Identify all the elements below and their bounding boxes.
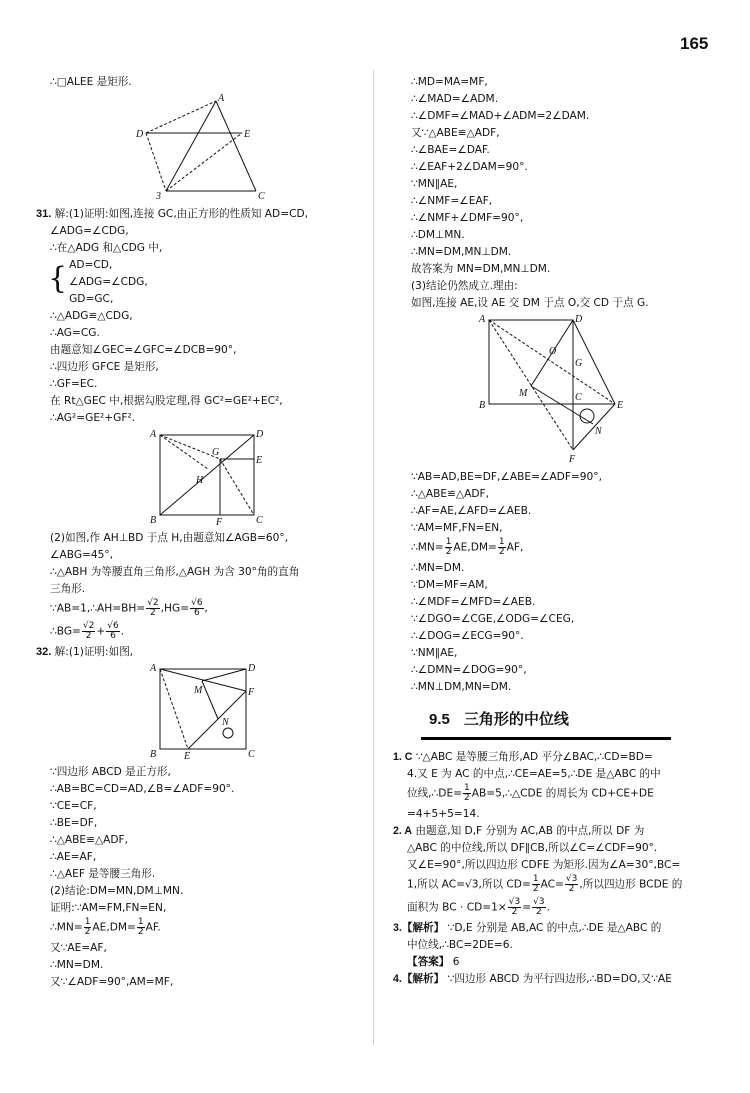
text-line: ∵MN∥AE, — [411, 178, 458, 190]
fig-label: D — [136, 129, 144, 140]
numerator: √3 — [533, 897, 545, 907]
text-line: ∴MN=DM. — [50, 959, 104, 971]
text-line: ∴∠MDF=∠MFD=∠AEB. — [411, 596, 536, 608]
text-line: ∴△ABH 为等腰直角三角形,△AGH 为含 30°角的直角 — [50, 566, 300, 578]
fig-label: B — [150, 749, 157, 759]
text-line: 4.又 E 为 AC 的中点,∴CE=AE=5,∴DE 是△ABC 的中 — [407, 768, 661, 780]
text-line-fraction — [393, 538, 723, 557]
text-span: 解:(1)证明:如图, — [54, 646, 134, 658]
text-line-fraction — [393, 898, 723, 917]
text-span: AE,DM= — [92, 921, 136, 934]
fig-label: F — [216, 517, 223, 525]
denominator: 2 — [85, 631, 92, 641]
answer-4 — [393, 972, 723, 986]
text-line: ∵四边形 ABCD 是正方形, — [50, 766, 171, 778]
fraction — [82, 622, 95, 641]
numerator: √2 — [82, 621, 95, 631]
text-line: 又∵AE=AF, — [50, 942, 107, 954]
denominator: 2 — [445, 547, 452, 557]
answer-1 — [393, 750, 723, 764]
question-number: 32. — [36, 646, 52, 658]
text-line: ∴AG=CG. — [50, 327, 100, 339]
answer-label: 1. C — [393, 751, 413, 763]
denominator: 2 — [511, 907, 518, 917]
fraction — [190, 599, 203, 618]
text-span: AC= — [540, 878, 564, 891]
text-line: ∴AB=BC=CD=AD,∠B=∠ADF=90°. — [50, 783, 235, 795]
question-32-line — [36, 645, 358, 659]
right-column — [393, 75, 723, 989]
text-line: ∴∠DMN=∠DOG=90°, — [411, 664, 527, 676]
text-line: ∠ADG=∠CDG, — [69, 276, 148, 288]
fraction — [532, 898, 545, 917]
text-line: (3)结论仍然成立.理由: — [411, 280, 518, 292]
fraction — [137, 918, 145, 937]
fig-label: B — [150, 515, 157, 525]
text-line: ∴DM⊥MN. — [411, 229, 465, 241]
text-span: ∴MN= — [411, 541, 444, 554]
fig-label: C — [256, 515, 263, 525]
text-line: 中位线,∴BC=2DE=6. — [407, 939, 513, 951]
question-31-line — [36, 207, 358, 221]
text-span: ∴BG= — [50, 625, 81, 638]
numerator: √3 — [508, 897, 521, 907]
fig-label: F — [248, 687, 255, 698]
numerator: √3 — [565, 874, 578, 884]
fraction — [106, 622, 119, 641]
fraction — [84, 918, 92, 937]
denominator: 2 — [498, 547, 505, 557]
figure-square-extended — [475, 314, 635, 464]
fraction — [532, 875, 540, 894]
answer-label: 4.【解析】 — [393, 973, 445, 985]
answer-3-result — [393, 955, 723, 969]
text-line: ∴MN=DM. — [411, 562, 465, 574]
fraction — [445, 538, 453, 557]
answer-label: 【答案】 — [407, 956, 450, 968]
text-line: ∴∠BAE=∠DAF. — [411, 144, 490, 156]
fraction — [146, 599, 159, 618]
fraction — [498, 538, 506, 557]
fig-label: C — [575, 392, 582, 403]
text-line: ∴AF=AE,∠AFD=∠AEB. — [411, 505, 532, 517]
denominator: 6 — [110, 631, 116, 641]
text-line-fraction — [36, 918, 358, 937]
numerator: √6 — [107, 621, 119, 631]
text-line: ∴∠NMF=∠EAF, — [411, 195, 493, 207]
text-line: GD=GC, — [69, 293, 114, 305]
text-line: ∴△ABE≌△ADF, — [50, 834, 128, 846]
brace-symbol: { — [48, 261, 68, 296]
text-span: 面积为 BC · CD=1× — [407, 901, 507, 914]
text-line: ∴△ABE≌△ADF, — [411, 488, 489, 500]
text-line: ∴∠NMF+∠DMF=90°, — [411, 212, 524, 224]
fraction — [508, 898, 521, 917]
fig-label: G — [575, 358, 583, 369]
text-line: ∴∠DOG=∠ECG=90°. — [411, 630, 524, 642]
fig-label: N — [222, 717, 229, 728]
text-line: ∴MN⊥DM,MN=DM. — [411, 681, 512, 693]
section-title: 三角形的中位线 — [463, 711, 569, 728]
text-line: ∴AE=AF, — [50, 851, 97, 863]
denominator: 2 — [464, 793, 470, 803]
fig-label: A — [479, 314, 486, 325]
answer-value: 6 — [452, 956, 460, 968]
numerator: √2 — [147, 598, 159, 608]
text-line: ∵∠DGO=∠CGE,∠ODG=∠CEG, — [411, 613, 575, 625]
text-span: AF, — [506, 541, 524, 554]
numerator: 1 — [464, 783, 470, 793]
text-line: 又∵△ABE≌△ADF, — [411, 127, 500, 139]
text-span: 解:(1)证明:如图,连接 GC,由正方形的性质知 AD=CD, — [54, 208, 308, 220]
fig-label: C — [248, 749, 255, 759]
text-line: △ABC 的中位线,所以 DF∥CB,所以∠C=∠CDF=90°. — [407, 842, 658, 854]
text-span: AB=5,∴△CDE 的周长为 CD+CE+DE — [471, 787, 654, 800]
text-line: =4+5+5=14. — [407, 808, 480, 820]
text-line: 如图,连接 AE,设 AE 交 DM 于点 O,交 CD 于点 G. — [411, 297, 649, 309]
text-line: ∴GF=EC. — [50, 378, 98, 390]
denominator: 2 — [532, 884, 539, 894]
fig-label: E — [244, 129, 251, 140]
fig-label: H — [196, 475, 204, 486]
text-line: ∴∠EAF+2∠DAM=90°. — [411, 161, 528, 173]
fig-label: N — [595, 426, 602, 437]
text-line: (2)如图,作 AH⊥BD 于点 H,由题意知∠AGB=60°, — [50, 532, 289, 544]
text-span: ∵△ABC 是等腰三角形,AD 平分∠BAC,∴CD=BD= — [415, 751, 653, 763]
answer-label: 2. A — [393, 825, 413, 837]
question-number: 31. — [36, 208, 52, 220]
fig-label: D — [256, 429, 264, 440]
denominator: 2 — [536, 907, 542, 917]
text-span: ∵D,E 分别是 AB,AC 的中点,∴DE 是△ABC 的 — [447, 922, 662, 934]
text-line: ∴□ALEE 是矩形. — [50, 76, 132, 88]
numerator: 1 — [445, 537, 452, 547]
numerator: 1 — [498, 537, 505, 547]
text-line: ∴△AEF 是等腰三角形. — [50, 868, 156, 880]
text-line: 又∵∠ADF=90°,AM=MF, — [50, 976, 174, 988]
section-number: 9.5 — [429, 711, 450, 728]
denominator: 2 — [568, 884, 575, 894]
page-number: 165 — [680, 34, 709, 53]
left-column — [36, 75, 358, 992]
section-underline — [421, 737, 671, 740]
denominator: 6 — [193, 608, 200, 618]
denominator: 2 — [84, 927, 91, 937]
text-line: 又∠E=90°,所以四边形 CDFE 为矩形.因为∠A=30°,BC= — [407, 859, 681, 871]
fig-label: O — [549, 346, 557, 357]
text-span: 位线,∴DE= — [407, 787, 463, 800]
text-span: + — [96, 625, 106, 638]
text-line: 故答案为 MN=DM,MN⊥DM. — [411, 263, 551, 275]
numerator: 1 — [84, 917, 91, 927]
fraction — [463, 784, 471, 803]
section-heading — [393, 708, 723, 729]
text-line: 三角形. — [50, 583, 86, 595]
text-line-fraction — [393, 875, 723, 894]
fig-label: E — [256, 455, 263, 466]
text-line: ∵AM=MF,FN=EN, — [411, 522, 503, 534]
numerator: 1 — [137, 917, 144, 927]
text-line: ∵DM=MF=AM, — [411, 579, 488, 591]
text-span: ,所以四边形 BCDE 的 — [579, 878, 683, 891]
text-line-fraction — [393, 784, 723, 803]
text-line: (2)结论:DM=MN,DM⊥MN. — [50, 885, 184, 897]
figure-square-mn — [148, 663, 278, 759]
fig-label: D — [575, 314, 583, 325]
fig-label: E — [184, 751, 191, 759]
text-span: , — [204, 602, 208, 615]
fig-label: D — [248, 663, 256, 674]
text-line: ∴∠MAD=∠ADM. — [411, 93, 499, 105]
fig-label: A — [150, 663, 157, 674]
text-line: 由题意知∠GEC=∠GFC=∠DCB=90°, — [50, 344, 237, 356]
text-line: ∴四边形 GFCE 是矩形, — [50, 361, 159, 373]
text-line: ∴BE=DF, — [50, 817, 98, 829]
fig-label: A — [218, 93, 225, 104]
text-line: ∴AG²=GE²+GF². — [50, 412, 136, 424]
figure-trapezoid — [134, 93, 284, 201]
text-line-fraction — [36, 599, 358, 618]
denominator: 2 — [150, 608, 156, 618]
text-line: ∴△ADG≌△CDG, — [50, 310, 133, 322]
text-span: . — [120, 625, 125, 638]
fig-label: G — [212, 447, 220, 458]
denominator: 2 — [137, 927, 144, 937]
text-line: ∴在△ADG 和△CDG 中, — [50, 242, 163, 254]
text-line: ∠ADG=∠CDG, — [50, 225, 129, 237]
fig-label: M — [519, 388, 528, 399]
text-span: 1,所以 AC=√3,所以 CD= — [407, 878, 531, 891]
answer-2 — [393, 824, 723, 838]
answer-label: 3.【解析】 — [393, 922, 445, 934]
text-line-fraction — [36, 622, 358, 641]
text-line: ∵AB=AD,BE=DF,∠ABE=∠ADF=90°, — [411, 471, 602, 483]
text-line: ∴MN=DM,MN⊥DM. — [411, 246, 512, 258]
fig-label: C — [258, 191, 265, 201]
brace-system — [36, 258, 358, 309]
text-line: ∠ABG=45°, — [50, 549, 114, 561]
text-span: ,HG= — [160, 602, 190, 615]
text-span: 由题意,知 D,F 分别为 AC,AB 的中点,所以 DF 为 — [415, 825, 645, 837]
text-span: = — [522, 901, 532, 914]
column-divider — [373, 70, 374, 1045]
fig-label: E — [617, 400, 624, 411]
figure-square-gefc — [146, 429, 286, 525]
text-line: AD=CD, — [69, 259, 113, 271]
text-line: ∴MD=MA=MF, — [411, 76, 488, 88]
answer-3 — [393, 921, 723, 935]
text-span: ∵四边形 ABCD 为平行四边形,∴BD=DO,又∵AE — [447, 973, 672, 985]
fig-label: 3 — [156, 191, 161, 201]
text-span: . — [546, 901, 550, 914]
text-line: ∴∠DMF=∠MAD+∠ADM=2∠DAM. — [411, 110, 590, 122]
text-span: AE,DM= — [453, 541, 497, 554]
text-line: 证明:∵AM=FM,FN=EN, — [50, 902, 167, 914]
text-span: ∴MN= — [50, 921, 83, 934]
text-span: AF. — [145, 921, 161, 934]
numerator: 1 — [532, 874, 539, 884]
fraction — [565, 875, 578, 894]
fig-label: F — [569, 454, 576, 464]
fig-label: M — [194, 685, 203, 696]
text-span: ∵AB=1,∴AH=BH= — [50, 602, 146, 615]
fig-label: B — [479, 400, 486, 411]
fig-label: A — [150, 429, 157, 440]
text-line: 在 Rt△GEC 中,根据勾股定理,得 GC²=GE²+EC², — [50, 395, 283, 407]
numerator: √6 — [191, 598, 203, 608]
text-line: ∵CE=CF, — [50, 800, 97, 812]
text-line: ∵NM∥AE, — [411, 647, 458, 659]
